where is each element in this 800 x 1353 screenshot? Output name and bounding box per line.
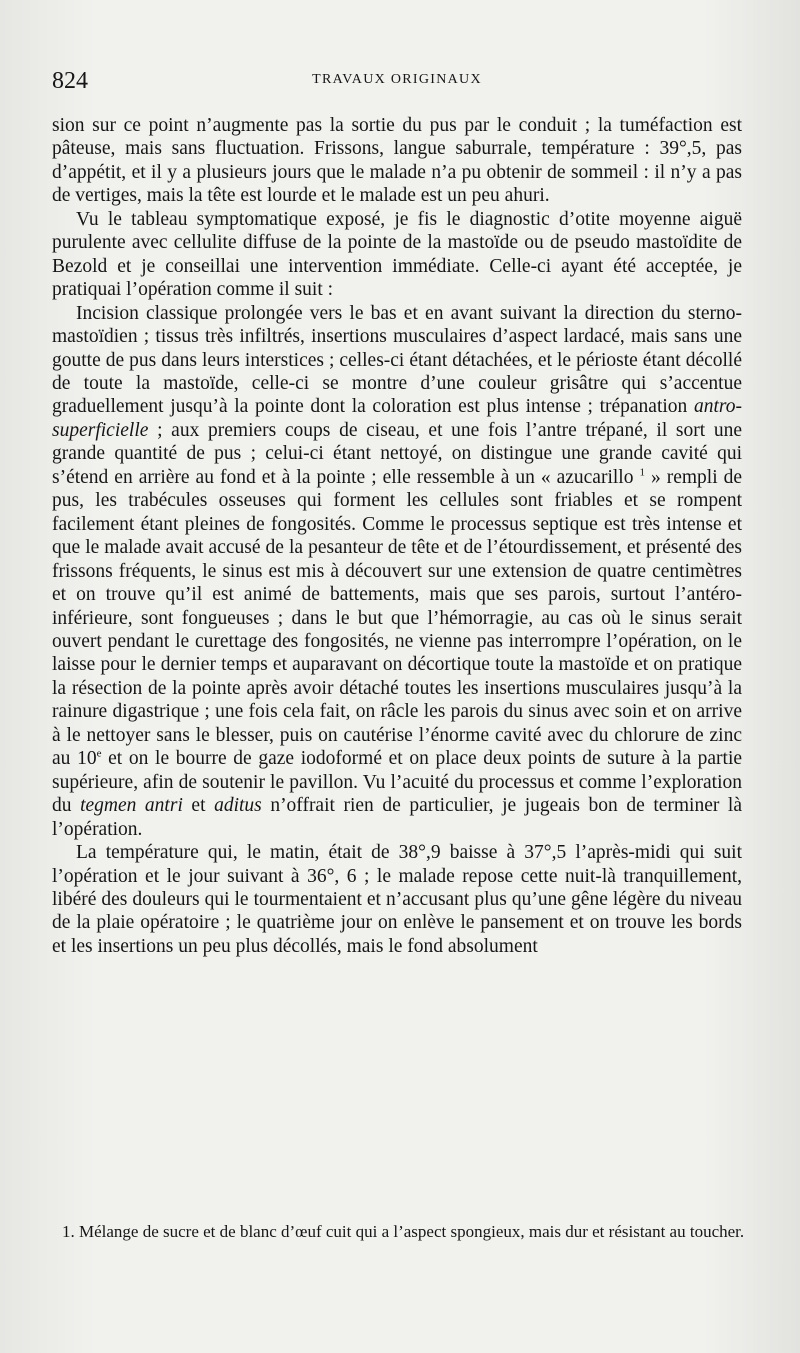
text-run: et bbox=[191, 795, 206, 817]
paragraph bbox=[52, 302, 742, 841]
page-number: 824 bbox=[52, 68, 88, 94]
footnote-reference: 1 bbox=[639, 466, 645, 479]
superscript: e bbox=[96, 747, 102, 760]
italic-term: tegmen antri bbox=[80, 795, 183, 817]
running-head: TRAVAUX ORIGINAUX bbox=[312, 72, 482, 87]
paragraph: La température qui, le matin, était de 38°,9 baisse à 37°,5 l’après-midi qui suit l’opération et le jour suivant à 36°, 6 ; le malade repose cette nuit-là tranquillement, libéré des douleurs qui le tourmentaient et n’accusant plus qu’une gêne légère du niveau de la plaie opératoire ; le quatrième jour on enlève le pansement et on trouve les bords et les insertions un peu plus décollés, mais le fond absolument bbox=[52, 842, 742, 957]
text-run: Incision classique prolongée vers le bas et en avant suivant la direction du sterno-mastoïdien ; tissus très infiltrés, insertions musculaires d’aspect lardacé, mais sans une goutte de pus dans leurs interstices ; celles-ci étant détachées, et le périoste étant décollé de toute la mastoïde, celle-ci se montre d’une couleur grisâtre qui s’accentue graduellement jusqu’à la pointe dont la coloration est plus intense ; trépanation bbox=[52, 302, 742, 418]
footnote-text: 1. Mélange de sucre et de blanc d’œuf cuit qui a l’aspect spongieux, mais dur et résistant au toucher. bbox=[62, 1222, 745, 1241]
italic-term: antro-superficielle bbox=[52, 396, 742, 441]
paragraph: sion sur ce point n’augmente pas la sortie du pus par le conduit ; la tuméfaction est pâteuse, mais sans fluctuation. Frissons, langue saburrale, température : 39°,5, pas d’appétit, et il y a plusieurs jours que le malade n’a pu obtenir de sommeil : il n’y a pas de vertiges, mais la tête est lourde et le malade est un peu ahuri. bbox=[52, 115, 742, 207]
italic-term: aditus bbox=[214, 795, 262, 817]
paragraph: Vu le tableau symptomatique exposé, je fis le diagnostic d’otite moyenne aiguë purulente avec cellulite diffuse de la pointe de la mastoïde ou de pseudo mastoïdite de Bezold et je conseillai une intervention immédiate. Celle-ci ayant été acceptée, je pratiquai l’opération comme il suit : bbox=[52, 208, 742, 301]
text-run: ; aux premiers coups de ciseau, et une fois l’antre trépané, il sort une grande quantité de pus ; celui-ci étant nettoyé, on distingue une grande cavité qui s’étend en arrière au fond et à la pointe ; elle ressemble à un « azucarillo bbox=[52, 419, 742, 488]
text-run: et on le bourre de gaze iodoformé et on place deux points de suture à la partie supérieure, afin de soutenir le pavillon. Vu l’acuité du processus et comme l’exploration du bbox=[52, 748, 743, 817]
text-run: n’offrait rien de particulier, je jugeais bon de terminer là l’opération. bbox=[52, 795, 743, 840]
text-run: » rempli de pus, les trabécules osseuses qui forment les cellules sont friables et se rompent facilement étant pleines de fongosités. Comme le processus septique est très intense et que le malade avait accusé de la pesanteur de tête et de l’étourdissement, et présenté des frissons fréquents, le sinus est mis à découvert sur une extension de quatre centimètres et on trouve qu’il est animé de battements, mais que ses parois, surtout l’antéro-inférieure, sont fongueuses ; dans le but que l’hémorragie, au cas où le sinus serait ouvert pendant le curettage des fongosités, ne vienne pas interrompre l’opération, on le laisse pour le dernier temps et auparavant on décortique toute la mastoïde et on pratique la résection de la pointe après avoir détaché toutes les insertions musculaires jusqu’à la rainure digastrique ; une fois cela fait, on râcle les parois du sinus avec soin et on arrive à le nettoyer sans le blesser, puis on cautérise l’énorme cavité avec du chlorure de zinc au 10 bbox=[52, 466, 743, 770]
body-text bbox=[52, 114, 742, 958]
footnote bbox=[62, 1222, 752, 1242]
page-header bbox=[52, 66, 742, 100]
